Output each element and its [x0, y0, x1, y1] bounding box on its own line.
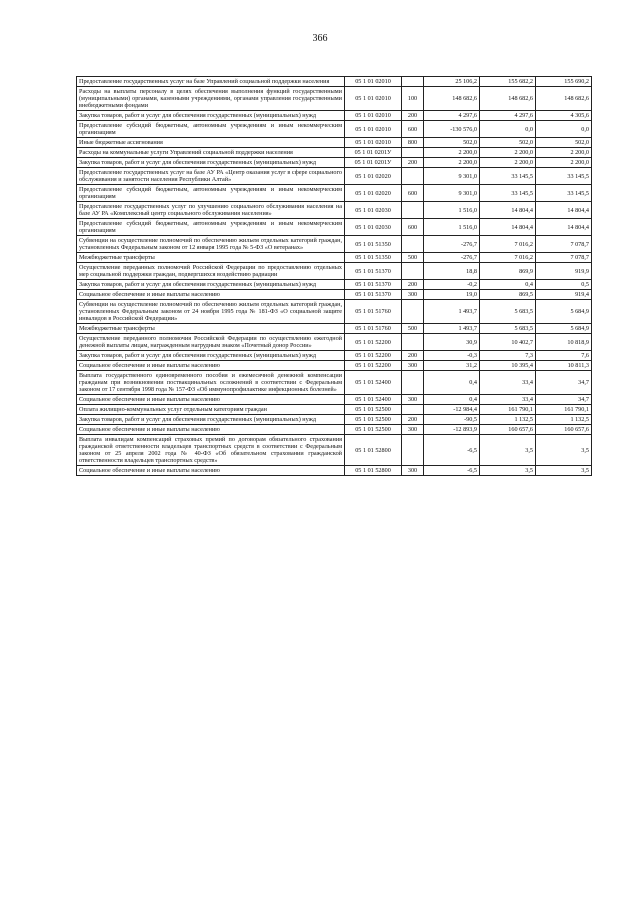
- amount-change: 1 493,7: [424, 300, 480, 324]
- row-name: Выплата государственного единовременного пособия и ежемесячной денежной компенсации гражданам при возникновении поствакцинальных осложнений в соответствии с Федеральным законом от 17 сентября 1998 года № 157-ФЗ «Об иммунопрофилактике инфекционных болезней»: [77, 371, 345, 395]
- table-row: [77, 415, 592, 425]
- amount-year-2: 1 132,5: [480, 415, 536, 425]
- amount-year-2: 161 790,1: [480, 405, 536, 415]
- amount-change: 1 516,0: [424, 202, 480, 219]
- table-row: [77, 466, 592, 476]
- expense-type-code: 500: [402, 253, 424, 263]
- expense-type-code: [402, 77, 424, 87]
- table-row: [77, 111, 592, 121]
- amount-year-2: 502,0: [480, 138, 536, 148]
- row-name: Социальное обеспечение и иные выплаты населению: [77, 425, 345, 435]
- table-row: [77, 263, 592, 280]
- amount-year-3: 148 682,6: [536, 87, 592, 111]
- target-article-code: 05 1 01 51350: [345, 236, 402, 253]
- amount-year-2: 33,4: [480, 371, 536, 395]
- amount-year-3: 919,9: [536, 263, 592, 280]
- amount-year-3: 160 657,6: [536, 425, 592, 435]
- target-article-code: 05 1 01 51370: [345, 290, 402, 300]
- amount-year-3: 14 804,4: [536, 202, 592, 219]
- target-article-code: 05 1 01 02010: [345, 111, 402, 121]
- row-name: Оплата жилищно-коммунальных услуг отдельным категориям граждан: [77, 405, 345, 415]
- target-article-code: 05 1 01 02030: [345, 202, 402, 219]
- amount-year-3: 161 790,1: [536, 405, 592, 415]
- target-article-code: 05 1 01 52800: [345, 466, 402, 476]
- amount-year-2: 3,5: [480, 466, 536, 476]
- amount-change: 9 301,0: [424, 168, 480, 185]
- row-name: Расходы на коммунальные услуги Управлений социальной поддержки населения: [77, 148, 345, 158]
- amount-year-3: 33 145,5: [536, 185, 592, 202]
- amount-change: 2 200,0: [424, 158, 480, 168]
- amount-year-3: 4 305,6: [536, 111, 592, 121]
- amount-change: 0,4: [424, 371, 480, 395]
- amount-change: 148 682,6: [424, 87, 480, 111]
- expense-type-code: [402, 148, 424, 158]
- amount-change: 9 301,0: [424, 185, 480, 202]
- expense-type-code: 300: [402, 466, 424, 476]
- target-article-code: 05 1 01 52500: [345, 425, 402, 435]
- table-row: [77, 121, 592, 138]
- target-article-code: 05 1 01 02010: [345, 87, 402, 111]
- table-row: [77, 158, 592, 168]
- amount-change: -0,3: [424, 351, 480, 361]
- table-row: [77, 405, 592, 415]
- table-row: [77, 148, 592, 158]
- table-row: [77, 361, 592, 371]
- amount-year-3: 2 200,0: [536, 158, 592, 168]
- amount-year-2: 3,5: [480, 435, 536, 466]
- amount-year-3: 3,5: [536, 466, 592, 476]
- row-name: Иные бюджетные ассигнования: [77, 138, 345, 148]
- table-row: [77, 236, 592, 253]
- row-name: Межбюджетные трансферты: [77, 324, 345, 334]
- amount-year-2: 5 683,5: [480, 300, 536, 324]
- amount-year-3: 5 684,9: [536, 324, 592, 334]
- target-article-code: 05 1 01 02010: [345, 138, 402, 148]
- expense-type-code: [402, 371, 424, 395]
- target-article-code: 05 1 01 0201У: [345, 158, 402, 168]
- row-name: Предоставление субсидий бюджетным, автономным учреждениям и иным некоммерческим организациям: [77, 121, 345, 138]
- amount-year-2: 160 657,6: [480, 425, 536, 435]
- amount-year-3: 34,7: [536, 371, 592, 395]
- expense-type-code: 200: [402, 351, 424, 361]
- amount-change: -276,7: [424, 253, 480, 263]
- table-row: [77, 371, 592, 395]
- row-name: Закупка товаров, работ и услуг для обеспечения государственных (муниципальных) нужд: [77, 280, 345, 290]
- row-name: Межбюджетные трансферты: [77, 253, 345, 263]
- amount-change: -6,5: [424, 435, 480, 466]
- row-name: Закупка товаров, работ и услуг для обеспечения государственных (муниципальных) нужд: [77, 111, 345, 121]
- target-article-code: 05 1 01 52200: [345, 361, 402, 371]
- row-name: Закупка товаров, работ и услуг для обеспечения государственных (муниципальных) нужд: [77, 415, 345, 425]
- row-name: Субвенции на осуществление полномочий по обеспечению жильем отдельных категорий граждан, установленных Федеральным законом от 24 ноября 1995 года № 181-ФЗ «О социальной защите инвалидов в Российской Федерации»: [77, 300, 345, 324]
- target-article-code: 05 1 01 51370: [345, 280, 402, 290]
- amount-year-2: 7 016,2: [480, 253, 536, 263]
- expense-type-code: 200: [402, 280, 424, 290]
- table-row: [77, 334, 592, 351]
- target-article-code: 05 1 01 52800: [345, 435, 402, 466]
- table-row: [77, 202, 592, 219]
- expense-type-code: 300: [402, 290, 424, 300]
- expense-type-code: [402, 168, 424, 185]
- amount-year-3: 1 132,5: [536, 415, 592, 425]
- row-name: Осуществление переданных полномочий Российской Федерации по предоставлению отдельных мер социальной поддержки граждан, подвергшихся воздействию радиации: [77, 263, 345, 280]
- amount-change: 19,0: [424, 290, 480, 300]
- expense-type-code: 100: [402, 87, 424, 111]
- expense-type-code: 600: [402, 185, 424, 202]
- amount-year-2: 2 200,0: [480, 158, 536, 168]
- target-article-code: 05 1 01 02020: [345, 185, 402, 202]
- expense-type-code: 200: [402, 111, 424, 121]
- target-article-code: 05 1 01 52500: [345, 405, 402, 415]
- expense-type-code: [402, 300, 424, 324]
- target-article-code: 05 1 01 51760: [345, 300, 402, 324]
- amount-year-2: 10 395,4: [480, 361, 536, 371]
- target-article-code: 05 1 01 51350: [345, 253, 402, 263]
- row-name: Предоставление субсидий бюджетным, автономным учреждениям и иным некоммерческим организациям: [77, 219, 345, 236]
- table-row: [77, 395, 592, 405]
- target-article-code: 05 1 01 02010: [345, 121, 402, 138]
- amount-year-2: 4 297,6: [480, 111, 536, 121]
- amount-change: -12 984,4: [424, 405, 480, 415]
- page-number: 366: [312, 33, 328, 44]
- row-name: Расходы на выплаты персоналу в целях обеспечения выполнения функций государственными (муниципальными) органами, казенными учреждениями, органами управления государственными внебюджетными фондами: [77, 87, 345, 111]
- table-row: [77, 253, 592, 263]
- amount-change: -12 893,9: [424, 425, 480, 435]
- amount-year-2: 155 682,2: [480, 77, 536, 87]
- budget-table-body: [77, 77, 592, 476]
- target-article-code: 05 1 01 02020: [345, 168, 402, 185]
- amount-change: 30,9: [424, 334, 480, 351]
- expense-type-code: [402, 334, 424, 351]
- target-article-code: 05 1 01 51760: [345, 324, 402, 334]
- amount-year-2: 2 200,0: [480, 148, 536, 158]
- amount-year-3: 919,4: [536, 290, 592, 300]
- table-row: [77, 280, 592, 290]
- amount-year-2: 33 145,5: [480, 185, 536, 202]
- expense-type-code: 300: [402, 395, 424, 405]
- table-row: [77, 435, 592, 466]
- row-name: Социальное обеспечение и иные выплаты населению: [77, 290, 345, 300]
- amount-year-2: 7 016,2: [480, 236, 536, 253]
- target-article-code: 05 1 01 52400: [345, 395, 402, 405]
- amount-year-2: 0,0: [480, 121, 536, 138]
- row-name: Социальное обеспечение и иные выплаты населению: [77, 395, 345, 405]
- amount-year-2: 869,9: [480, 263, 536, 280]
- table-row: [77, 425, 592, 435]
- row-name: Выплата инвалидам компенсаций страховых премий по договорам обязательного страхования гражданской ответственности владельцев транспортных средств в соответствии с Федеральным законом от 25 апреля 2002 года № 40-ФЗ «Об обязательном страховании гражданской ответственности владельцев транспортных средств»: [77, 435, 345, 466]
- expense-type-code: 300: [402, 425, 424, 435]
- row-name: Предоставление государственных услуг по улучшению социального обслуживания населения на базе АУ РА «Комплексный центр социального обслуживания населения»: [77, 202, 345, 219]
- row-name: Социальное обеспечение и иные выплаты населению: [77, 466, 345, 476]
- amount-year-3: 7 078,7: [536, 253, 592, 263]
- expense-type-code: 200: [402, 415, 424, 425]
- target-article-code: 05 1 01 52400: [345, 371, 402, 395]
- amount-change: 1 516,0: [424, 219, 480, 236]
- table-row: [77, 219, 592, 236]
- amount-year-3: 5 684,9: [536, 300, 592, 324]
- expense-type-code: [402, 236, 424, 253]
- table-row: [77, 138, 592, 148]
- amount-year-2: 14 804,4: [480, 202, 536, 219]
- amount-change: 1 493,7: [424, 324, 480, 334]
- amount-change: -276,7: [424, 236, 480, 253]
- table-row: [77, 290, 592, 300]
- expense-type-code: [402, 202, 424, 219]
- amount-change: -0,2: [424, 280, 480, 290]
- amount-change: -90,5: [424, 415, 480, 425]
- amount-year-3: 10 811,3: [536, 361, 592, 371]
- target-article-code: 05 1 01 51370: [345, 263, 402, 280]
- target-article-code: 05 1 01 52200: [345, 334, 402, 351]
- row-name: Предоставление государственных услуг на базе АУ РА «Центр оказания услуг в сфере социального обслуживания и занятости населения Республики Алтай»: [77, 168, 345, 185]
- amount-year-2: 14 804,4: [480, 219, 536, 236]
- row-name: Закупка товаров, работ и услуг для обеспечения государственных (муниципальных) нужд: [77, 351, 345, 361]
- amount-year-3: 10 818,9: [536, 334, 592, 351]
- expense-type-code: 600: [402, 121, 424, 138]
- table-row: [77, 87, 592, 111]
- amount-year-3: 155 690,2: [536, 77, 592, 87]
- table-row: [77, 324, 592, 334]
- amount-year-3: 502,0: [536, 138, 592, 148]
- target-article-code: 05 1 01 52500: [345, 415, 402, 425]
- amount-change: 18,8: [424, 263, 480, 280]
- amount-change: 31,2: [424, 361, 480, 371]
- amount-year-3: 0,5: [536, 280, 592, 290]
- table-row: [77, 77, 592, 87]
- table-row: [77, 185, 592, 202]
- table-row: [77, 351, 592, 361]
- row-name: Предоставление субсидий бюджетным, автономным учреждениям и иным некоммерческим организациям: [77, 185, 345, 202]
- amount-year-3: 7,6: [536, 351, 592, 361]
- target-article-code: 05 1 01 02010: [345, 77, 402, 87]
- amount-year-3: 33 145,5: [536, 168, 592, 185]
- amount-year-3: 2 200,0: [536, 148, 592, 158]
- target-article-code: 05 1 01 0201У: [345, 148, 402, 158]
- amount-change: -6,5: [424, 466, 480, 476]
- expense-type-code: [402, 435, 424, 466]
- amount-change: 2 200,0: [424, 148, 480, 158]
- amount-year-2: 33,4: [480, 395, 536, 405]
- amount-year-2: 0,4: [480, 280, 536, 290]
- amount-change: 4 297,6: [424, 111, 480, 121]
- row-name: Закупка товаров, работ и услуг для обеспечения государственных (муниципальных) нужд: [77, 158, 345, 168]
- amount-change: 25 106,2: [424, 77, 480, 87]
- amount-year-3: 7 078,7: [536, 236, 592, 253]
- amount-year-3: 3,5: [536, 435, 592, 466]
- amount-change: 502,0: [424, 138, 480, 148]
- amount-year-2: 33 145,5: [480, 168, 536, 185]
- amount-year-2: 148 682,6: [480, 87, 536, 111]
- table-row: [77, 168, 592, 185]
- expense-type-code: [402, 405, 424, 415]
- row-name: Предоставление государственных услуг на базе Управлений социальной поддержки населения: [77, 77, 345, 87]
- budget-table: [76, 76, 592, 476]
- row-name: Социальное обеспечение и иные выплаты населению: [77, 361, 345, 371]
- expense-type-code: 200: [402, 158, 424, 168]
- amount-year-3: 14 804,4: [536, 219, 592, 236]
- row-name: Осуществление переданного полномочия Российской Федерации по осуществлению ежегодной денежной выплаты лицам, награжденным нагрудным знаком «Почетный донор России»: [77, 334, 345, 351]
- expense-type-code: 600: [402, 219, 424, 236]
- target-article-code: 05 1 01 02030: [345, 219, 402, 236]
- table-row: [77, 300, 592, 324]
- expense-type-code: 800: [402, 138, 424, 148]
- amount-year-2: 10 402,7: [480, 334, 536, 351]
- row-name: Субвенции на осуществление полномочий по обеспечению жильем отдельных категорий граждан, установленных Федеральным законом от 12 января 1995 года № 5-ФЗ «О ветеранах»: [77, 236, 345, 253]
- expense-type-code: 500: [402, 324, 424, 334]
- expense-type-code: 300: [402, 361, 424, 371]
- target-article-code: 05 1 01 52200: [345, 351, 402, 361]
- amount-year-3: 34,7: [536, 395, 592, 405]
- amount-year-2: 869,5: [480, 290, 536, 300]
- amount-year-2: 7,3: [480, 351, 536, 361]
- expense-type-code: [402, 263, 424, 280]
- amount-change: 0,4: [424, 395, 480, 405]
- amount-year-3: 0,0: [536, 121, 592, 138]
- amount-change: -130 576,0: [424, 121, 480, 138]
- amount-year-2: 5 683,5: [480, 324, 536, 334]
